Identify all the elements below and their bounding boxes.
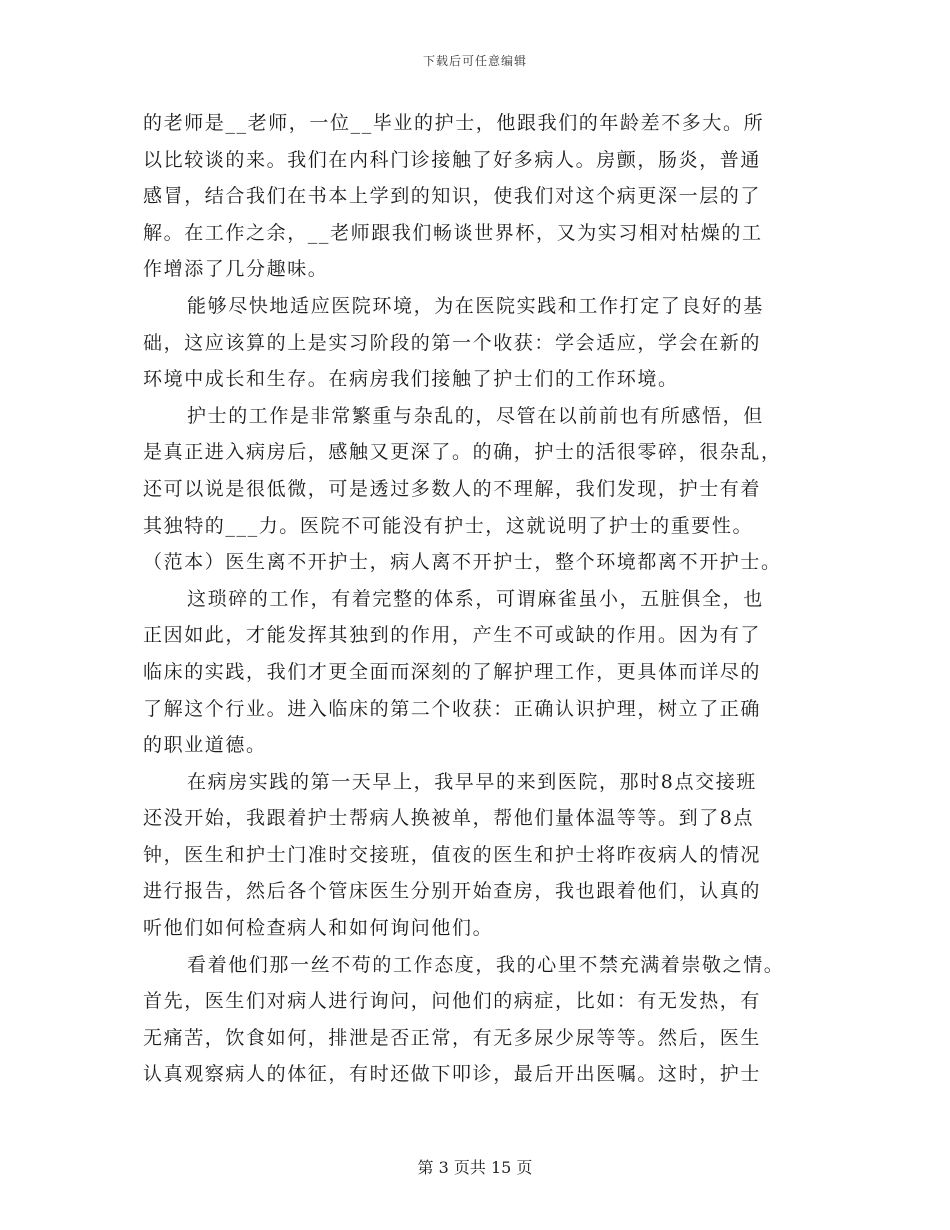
text-line: 是真正进入病房后，感触又更深了。的确，护士的活很零碎，很杂乱， (143, 441, 782, 464)
paragraph-start-line: 护士的工作是非常繁重与杂乱的，尽管在以前前也有所感悟，但 (187, 404, 764, 427)
paragraph-start-line: 看着他们那一丝不苟的工作态度，我的心里不禁充满着崇敬之情。 (187, 953, 785, 976)
text-line: 认真观察病人的体征，有时还做下叩诊，最后开出医嘱。这时，护士 (143, 1063, 762, 1086)
text-line: 钟，医生和护士门准时交接班，值夜的医生和护士将昨夜病人的情况 (143, 843, 762, 866)
text-line: 正因如此，才能发挥其独到的作用，产生不可或缺的作用。因为有了 (143, 624, 762, 647)
text-line: 首先，医生们对病人进行询问，问他们的病症，比如：有无发热，有 (143, 990, 762, 1013)
text-line: 作增添了几分趣味。 (143, 258, 329, 281)
text-line: 听他们如何检查病人和如何询问他们。 (143, 917, 494, 940)
paragraph-start-line: 能够尽快地适应医院环境，为在医院实践和工作打定了良好的基 (187, 294, 764, 317)
text-line: 了解这个行业。进入临床的第二个收获：正确认识护理，树立了正确 (143, 697, 762, 720)
text-line: 其独特的___力。医院不可能没有护士，这就说明了护士的重要性。 (143, 514, 754, 537)
text-line: 的职业道德。 (143, 734, 267, 757)
text-line: （范本）医生离不开护士，病人离不开护士，整个环境都离不开护士。 (143, 551, 782, 574)
text-line: 解。在工作之余，__老师跟我们畅谈世界杯，又为实习相对枯燥的工 (143, 221, 763, 244)
document-body (143, 105, 811, 1093)
page-number-footer: 第 3 页共 15 页 (417, 1158, 533, 1177)
text-line: 感冒，结合我们在书本上学到的知识，使我们对这个病更深一层的了 (143, 185, 762, 208)
page-header: 下载后可任意编辑 (422, 54, 527, 68)
text-line: 环境中成长和生存。在病房我们接触了护士们的工作环境。 (143, 368, 679, 391)
paragraph-start-line: 这琐碎的工作，有着完整的体系，可谓麻雀虽小，五脏俱全，也 (187, 587, 764, 610)
paragraph-start-line: 在病房实践的第一天早上，我早早的来到医院，那时8点交接班 (187, 770, 757, 793)
text-line: 还没开始，我跟着护士帮病人换被单，帮他们量体温等等。到了8点 (143, 807, 755, 830)
text-line: 的老师是__老师，一位__毕业的护士，他跟我们的年龄差不多大。所 (143, 112, 765, 134)
text-line: 础，这应该算的上是实习阶段的第一个收获：学会适应，学会在新的 (143, 331, 762, 354)
text-line: 进行报告，然后各个管床医生分别开始查房，我也跟着他们，认真的 (143, 880, 762, 903)
text-line: 临床的实践，我们才更全面而深刻的了解护理工作，更具体而详尽的 (143, 660, 762, 683)
text-line: 以比较谈的来。我们在内科门诊接触了好多病人。房颤，肠炎，普通 (143, 148, 762, 171)
text-line: 还可以说是很低微，可是透过多数人的不理解，我们发现，护士有着 (143, 477, 762, 500)
text-line: 无痛苦，饮食如何，排泄是否正常，有无多尿少尿等等。然后，医生 (143, 1026, 762, 1049)
